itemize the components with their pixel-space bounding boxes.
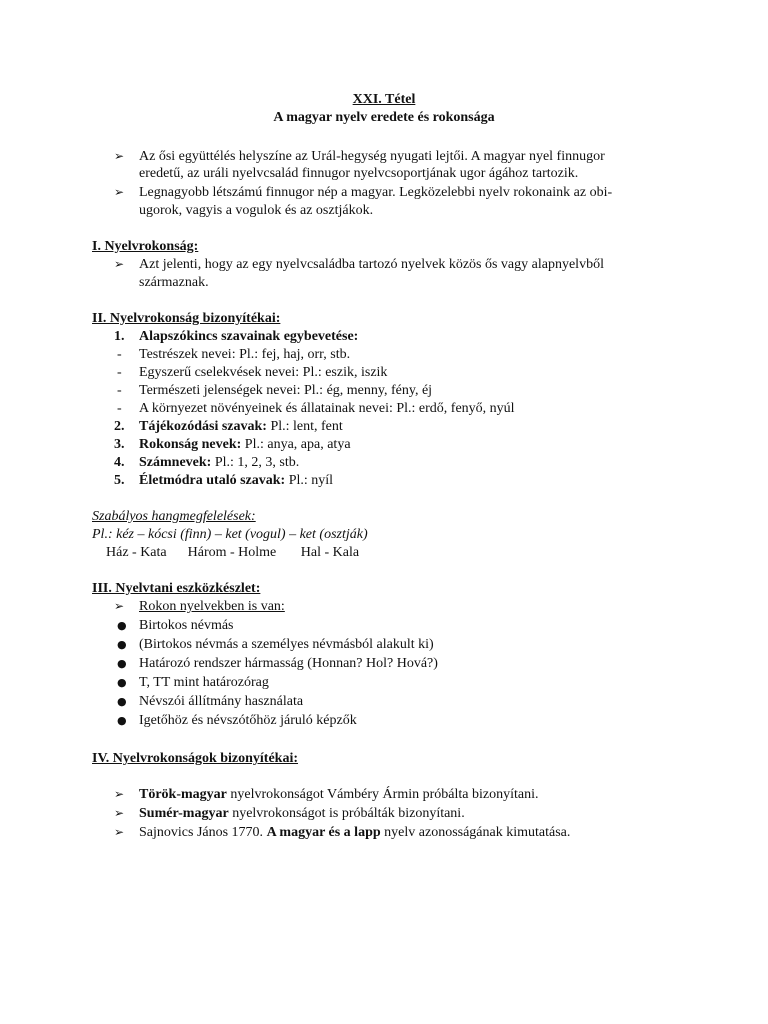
section-4-heading: IV. Nyelvrokonságok bizonyítékai: — [92, 751, 299, 766]
bullet-icon: ● — [117, 657, 127, 670]
document-title: XXI. Tétel — [352, 92, 416, 107]
arrow-bullet-icon: ➢ — [114, 257, 125, 271]
item-text: nyelv azonosságának kimutatása. — [380, 825, 571, 840]
list-number: 2. — [114, 419, 125, 434]
bullet-icon: ● — [117, 619, 127, 632]
section-2-item-3 — [139, 436, 351, 453]
bullet-icon: ● — [117, 676, 127, 689]
list-number: 4. — [114, 455, 125, 470]
bullet-item: T, TT mint határozórag — [139, 675, 269, 690]
item-text: Pl.: 1, 2, 3, stb. — [211, 455, 300, 470]
dash-item: Egyszerű cselekvések nevei: Pl.: eszik, iszik — [139, 365, 388, 380]
section-2-item-2 — [139, 418, 343, 435]
bullet-icon: ● — [117, 695, 127, 708]
sound-correspondence-heading: Szabályos hangmegfelelések: — [92, 509, 256, 524]
list-number: 3. — [114, 437, 125, 452]
item-text: Pl.: nyíl — [285, 473, 334, 488]
bullet-item: Határozó rendszer hármasság (Honnan? Hol? Hová?) — [139, 656, 438, 671]
item-bold-text: Török-magyar — [139, 787, 227, 802]
arrow-bullet-icon: ➢ — [114, 185, 125, 199]
item-bold-text: Életmódra utaló szavak: — [139, 473, 286, 488]
item-text: Pl.: anya, apa, atya — [241, 437, 351, 452]
intro-item-1-line-2: eredetű, az uráli nyelvcsalád finnugor nyelvcsoportjának ugor ágához tartozik. — [139, 166, 579, 181]
section-1-heading: I. Nyelvrokonság: — [92, 239, 199, 254]
intro-item-1-line-1: Az ősi együttélés helyszíne az Urál-hegység nyugati lejtői. A magyar nyel finnugor — [139, 149, 605, 164]
item-bold-text: A magyar és a lapp — [266, 825, 381, 840]
dash-bullet: - — [117, 401, 122, 416]
item-bold-text: Rokonság nevek: — [139, 437, 242, 452]
bullet-item: Névszói állítmány használata — [139, 694, 304, 709]
dash-item: A környezet növényeinek és állatainak nevei: Pl.: erdő, fenyő, nyúl — [139, 401, 515, 416]
list-number: 5. — [114, 473, 125, 488]
section-4-item-3 — [139, 824, 570, 841]
dash-item: Testrészek nevei: Pl.: fej, haj, orr, stb. — [139, 347, 351, 362]
section-4-item-1 — [139, 786, 538, 803]
item-bold-text: Tájékozódási szavak: — [139, 419, 267, 434]
dash-item: Természeti jelenségek nevei: Pl.: ég, menny, fény, éj — [139, 383, 433, 398]
list-number: 1. — [114, 329, 125, 344]
bullet-item: Birtokos névmás — [139, 618, 234, 633]
item-bold-text: Sumér-magyar — [139, 806, 229, 821]
section-2-item-5 — [139, 472, 333, 489]
bullet-icon: ● — [117, 638, 127, 651]
section-2-item-4 — [139, 454, 299, 471]
section-2-item-1: Alapszókincs szavainak egybevetése: — [139, 329, 359, 344]
bullet-item: (Birtokos névmás a személyes névmásból alakult ki) — [139, 637, 434, 652]
sound-correspondence-example: Pl.: kéz – kócsi (finn) – ket (vogul) – ket (osztják) — [92, 527, 368, 542]
arrow-bullet-icon: ➢ — [114, 149, 125, 163]
item-bold-text: Számnevek: — [139, 455, 212, 470]
arrow-bullet-icon: ➢ — [114, 787, 125, 801]
section-1-item-line-1: Azt jelenti, hogy az egy nyelvcsaládba tartozó nyelvek közös ős vagy alapnyelvből — [139, 257, 604, 272]
bullet-item: Igetőhöz és névszótőhöz járuló képzők — [139, 713, 357, 728]
item-text: nyelvrokonságot Vámbéry Ármin próbálta bizonyítani. — [226, 787, 539, 802]
dash-bullet: - — [117, 347, 122, 362]
intro-item-2-line-1: Legnagyobb létszámú finnugor nép a magyar. Legközelebbi nyelv rokonaink az obi- — [139, 185, 613, 200]
item-text: Sajnovics János 1770. — [139, 825, 267, 840]
sound-correspondence-pairs: Ház - Kata Három - Holme Hal - Kala — [106, 545, 360, 560]
section-3-heading: III. Nyelvtani eszközkészlet: — [92, 581, 261, 596]
section-4-item-2 — [139, 805, 465, 822]
item-text: Pl.: lent, fent — [266, 419, 343, 434]
dash-bullet: - — [117, 365, 122, 380]
section-1-item-line-2: származnak. — [139, 275, 209, 290]
section-3-arrow-item: Rokon nyelvekben is van: — [139, 599, 285, 614]
item-text: nyelvrokonságot is próbálták bizonyítani. — [228, 806, 465, 821]
section-2-heading: II. Nyelvrokonság bizonyítékai: — [92, 311, 281, 326]
arrow-bullet-icon: ➢ — [114, 599, 125, 613]
document-subtitle: A magyar nyelv eredete és rokonsága — [273, 110, 495, 125]
dash-bullet: - — [117, 383, 122, 398]
arrow-bullet-icon: ➢ — [114, 806, 125, 820]
bullet-icon: ● — [117, 714, 127, 727]
intro-item-2-line-2: ugorok, vagyis a vogulok és az osztjákok. — [139, 203, 374, 218]
arrow-bullet-icon: ➢ — [114, 825, 125, 839]
